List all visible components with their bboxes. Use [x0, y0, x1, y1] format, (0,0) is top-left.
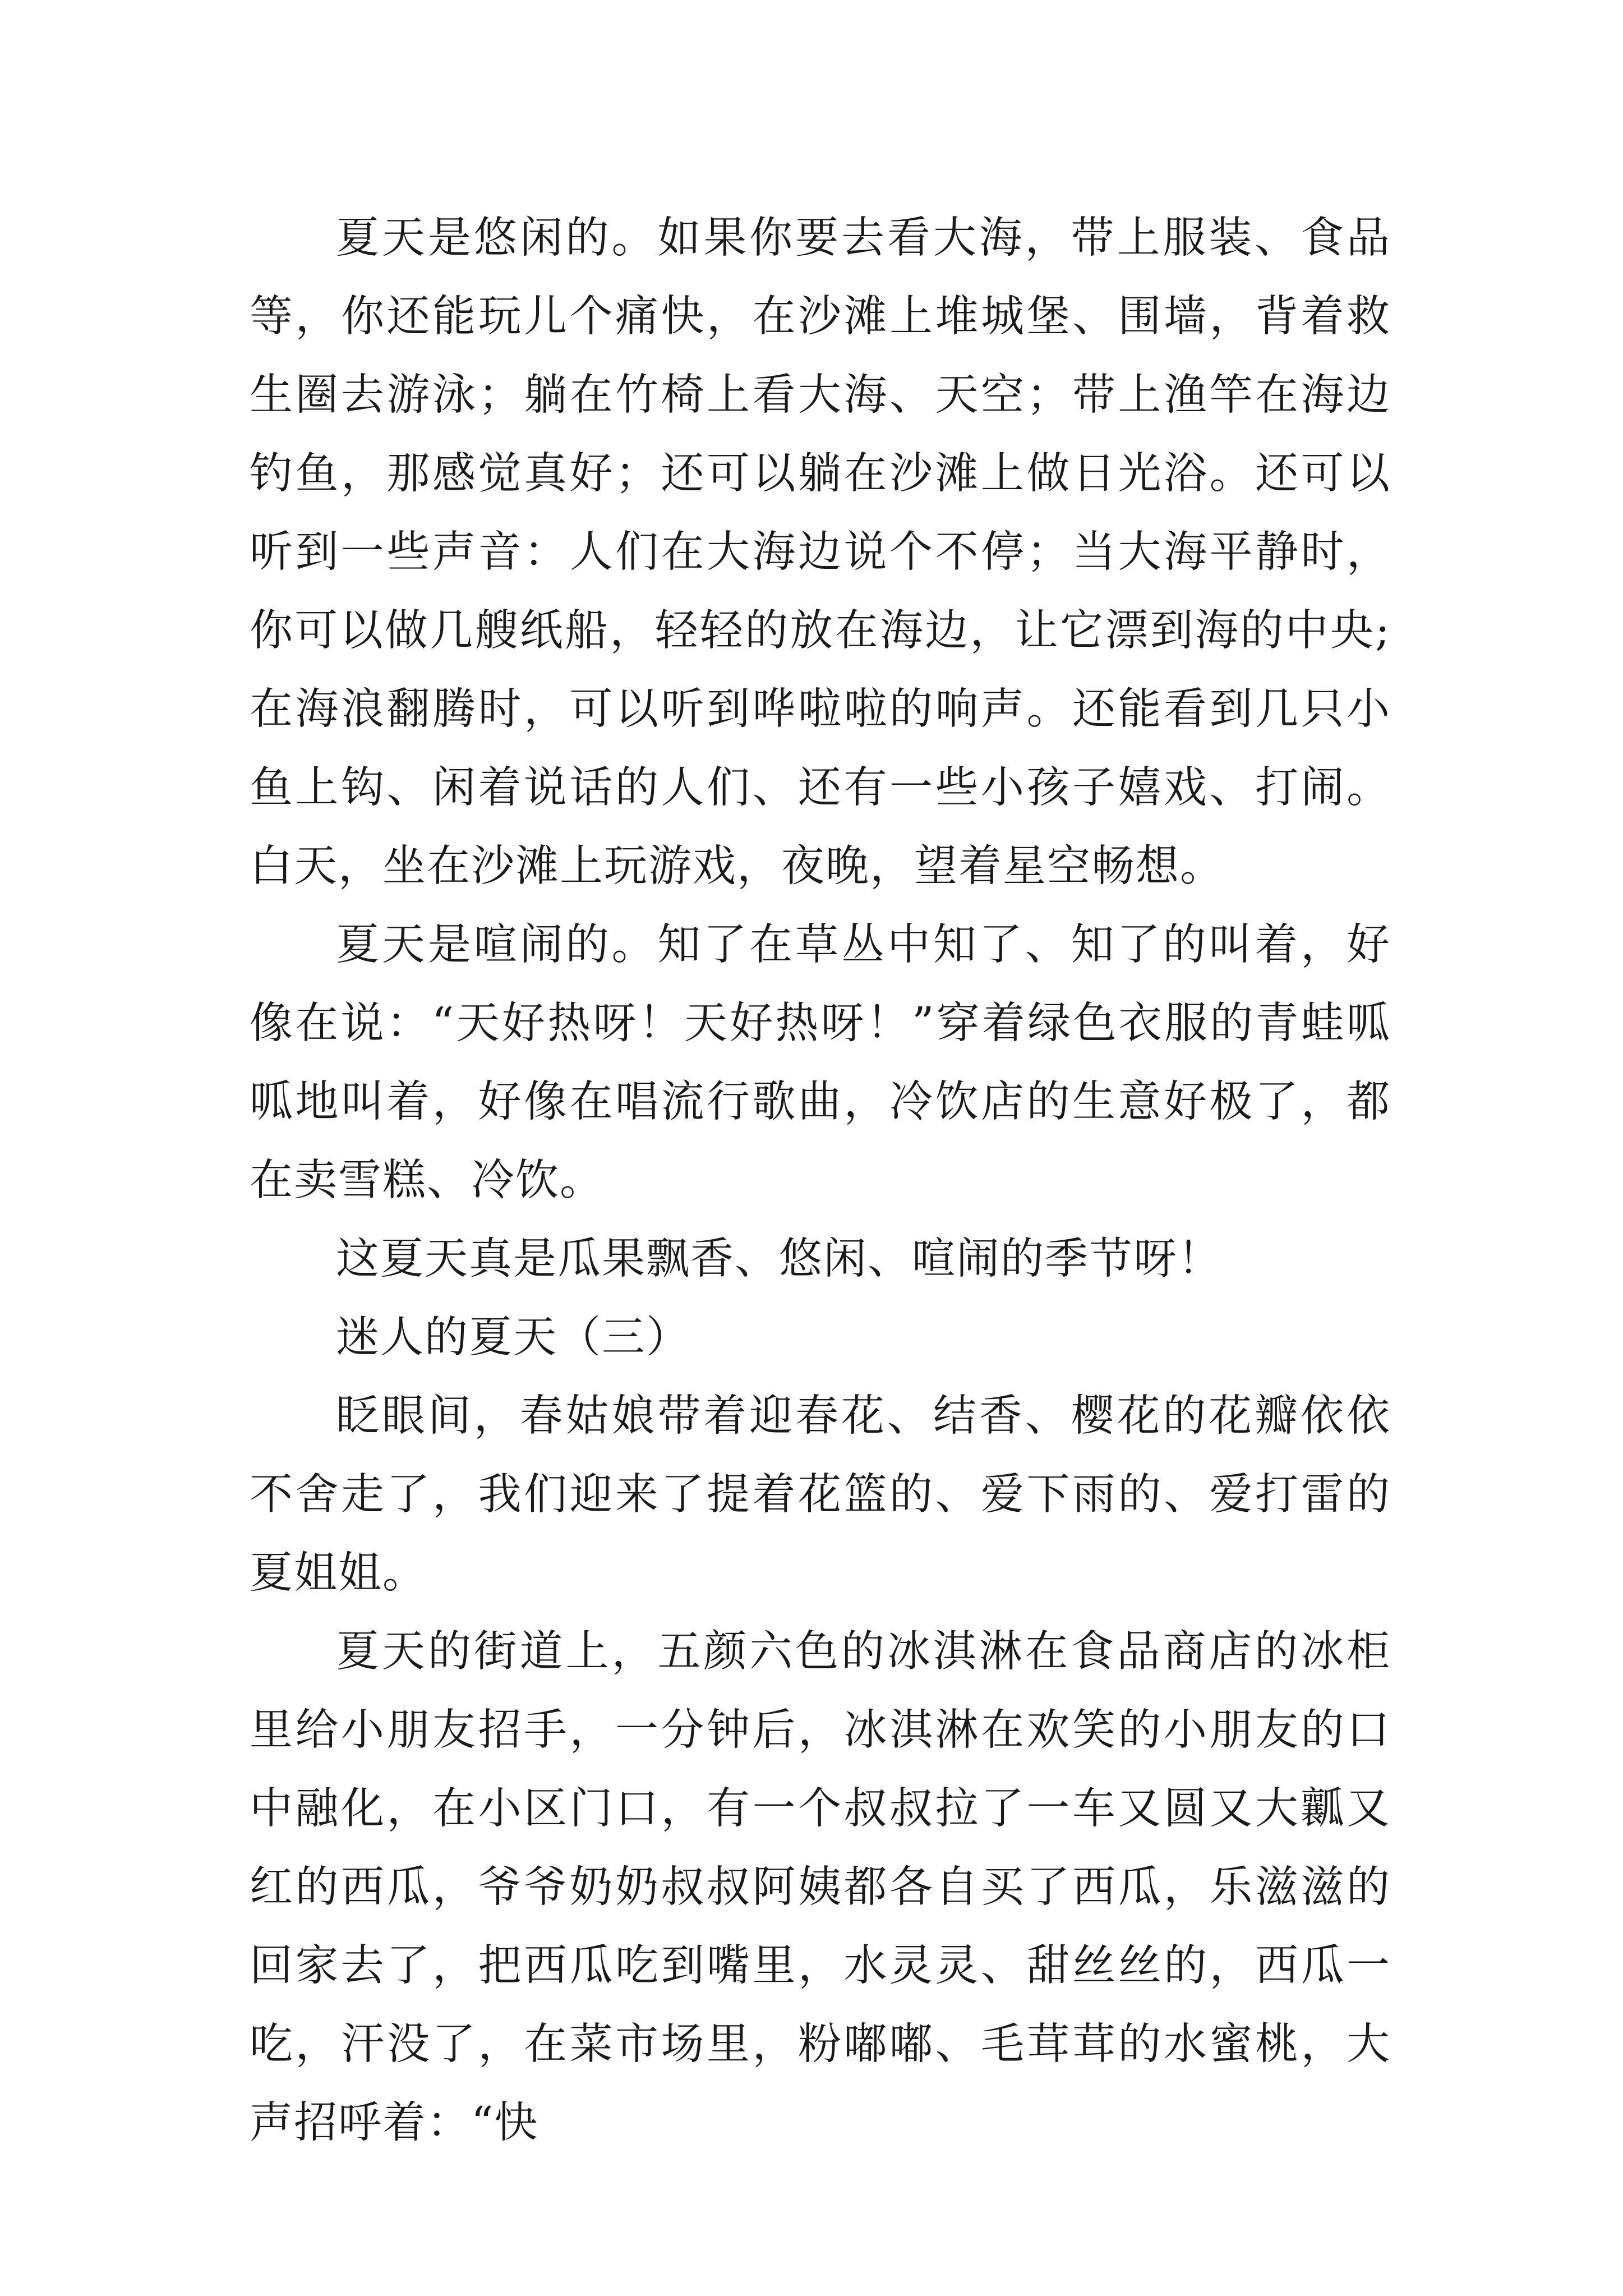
- paragraph-summer-summary: 这夏天真是瓜果飘香、悠闲、喧闹的季节呀！: [336, 1234, 1222, 1284]
- paragraph-summer-arrival: 眨眼间，春姑娘带着迎春花、结香、樱花的花瓣依依不舍走了，我们迎来了提着花篮的、爱下雨的、爱打雷的夏姐姐。: [250, 1391, 1391, 1598]
- paragraph-summer-noisy: 夏天是喧闹的。知了在草丛中知了、知了的叫着，好像在说：“天好热呀！天好热呀！”穿着绿色衣服的青蛙呱呱地叫着，好像在唱流行歌曲，冷饮店的生意好极了，都在卖雪糕、冷饮。: [250, 920, 1391, 1205]
- paragraph-summer-leisure: 夏天是悠闲的。如果你要去看大海，带上服装、食品等，你还能玩儿个痛快，在沙滩上堆城堡、围墙，背着救生圈去游泳；躺在竹椅上看大海、天空；带上渔竿在海边钓鱼，那感觉真好；还可以躺在沙滩上做日光浴。还可以听到一些声音：人们在大海边说个不停；当大海平静时，你可以做几艘纸船，轻轻的放在海边，让它漂到海的中央;在海浪翻腾时，可以听到哗啦啦的响声。还能看到几只小鱼上钩、闲着说话的人们、还有一些小孩子嬉戏、打闹。白天，坐在沙滩上玩游戏，夜晚，望着星空畅想。: [250, 213, 1391, 891]
- paragraph-summer-street: 夏天的街道上，五颜六色的冰淇淋在食品商店的冰柜里给小朋友招手，一分钟后，冰淇淋在欢笑的小朋友的口中融化，在小区门口，有一个叔叔拉了一车又圆又大瓤又红的西瓜，爷爷奶奶叔叔阿姨都各自买了西瓜，乐滋滋的回家去了，把西瓜吃到嘴里，水灵灵、甜丝丝的，西瓜一吃，汗没了，在菜市场里，粉嘟嘟、毛茸茸的水蜜桃，大声招呼着：“快: [250, 1627, 1391, 2148]
- document-body: [250, 199, 1391, 2162]
- section-heading: 迷人的夏天（三）: [336, 1313, 690, 1363]
